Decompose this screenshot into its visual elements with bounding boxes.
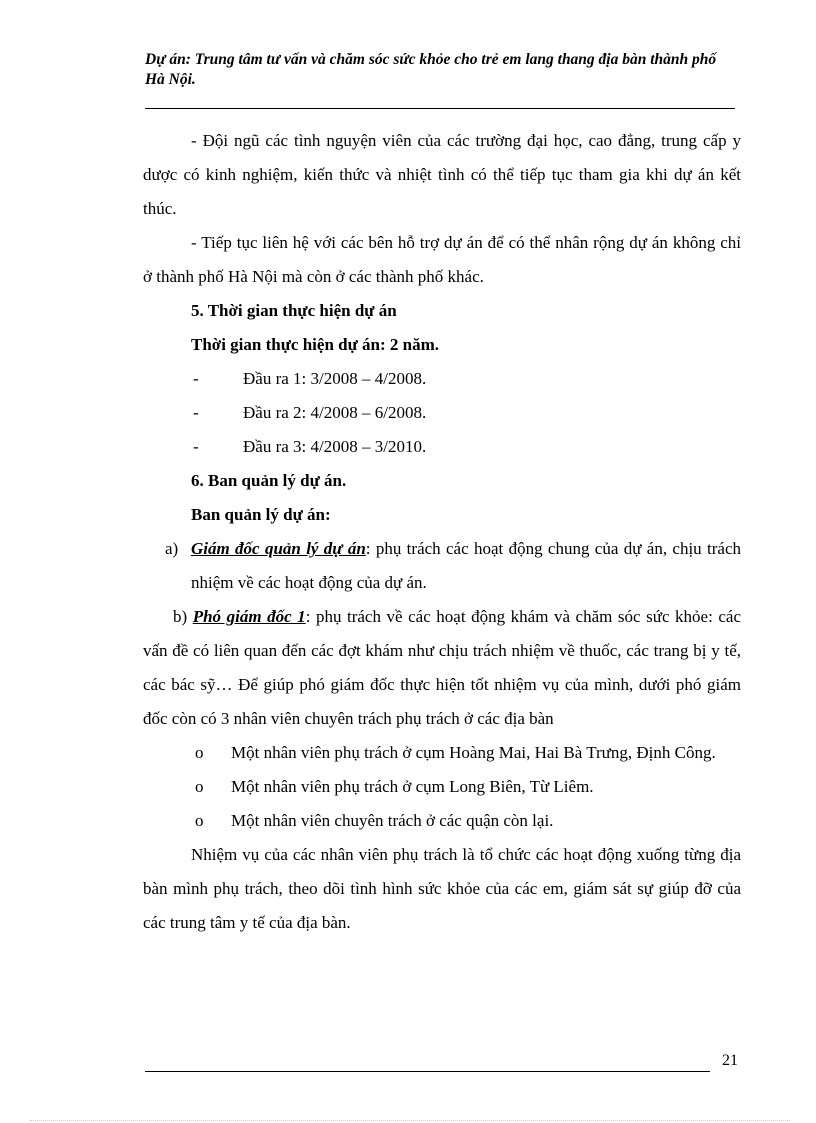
document-body bbox=[143, 124, 741, 940]
list-item-text: Đầu ra 2: 4/2008 – 6/2008. bbox=[243, 403, 427, 422]
paragraph: - Đội ngũ các tình nguyện viên của các trường đại học, cao đẳng, trung cấp y dược có kinh nghiệm, kiến thức và nhiệt tình có thể tiếp tục tham gia khi dự án kết thúc. bbox=[143, 131, 741, 218]
dash-marker: - bbox=[193, 403, 199, 422]
circle-marker: o bbox=[195, 777, 204, 796]
list-item-text: Một nhân viên chuyên trách ở các quận còn lại. bbox=[231, 811, 554, 830]
list-item bbox=[143, 396, 741, 430]
list-item-text: Đầu ra 3: 4/2008 – 3/2010. bbox=[243, 437, 427, 456]
list-item bbox=[143, 804, 741, 838]
page-number: 21 bbox=[722, 1052, 738, 1069]
list-marker: a) bbox=[165, 539, 179, 558]
role-title: Giám đốc quản lý dự án bbox=[191, 539, 366, 558]
dash-marker: - bbox=[193, 369, 199, 388]
dash-marker: - bbox=[193, 437, 199, 456]
list-item bbox=[143, 362, 741, 396]
section-6-subheading: Ban quản lý dự án: bbox=[191, 505, 331, 524]
list-item-b bbox=[143, 600, 741, 736]
list-item bbox=[143, 770, 741, 804]
list-item-a bbox=[143, 532, 741, 600]
list-marker: b) bbox=[173, 607, 188, 626]
page-edge bbox=[30, 1120, 790, 1121]
list-item-text: Một nhân viên phụ trách ở cụm Hoàng Mai, Hai Bà Trưng, Định Công. bbox=[231, 743, 716, 762]
role-description: : phụ trách về các hoạt động khám và chăm sóc sức khỏe: các vấn đề có liên quan đến các đợt khám như chịu trách nhiệm về thuốc, các trang bị y tế, các bác sỹ… Để giúp phó giám đốc thực hiện tốt nhiệm vụ của mình, dưới phó giám đốc còn có 3 nhân viên chuyên trách phụ trách ở các địa bàn bbox=[143, 607, 741, 728]
circle-marker: o bbox=[195, 743, 204, 762]
list-item-text: Đầu ra 1: 3/2008 – 4/2008. bbox=[243, 369, 427, 388]
list-item bbox=[143, 736, 741, 770]
list-item-text: Một nhân viên phụ trách ở cụm Long Biên, Từ Liêm. bbox=[231, 777, 594, 796]
header-divider bbox=[145, 108, 735, 109]
section-5-heading: 5. Thời gian thực hiện dự án bbox=[191, 301, 397, 320]
page-header: Dự án: Trung tâm tư vấn và chăm sóc sức khỏe cho trẻ em lang thang địa bàn thành phố Hà Nội. bbox=[145, 51, 717, 88]
paragraph: - Tiếp tục liên hệ với các bên hỗ trợ dự án để có thể nhân rộng dự án không chỉ ở thành phố Hà Nội mà còn ở các thành phố khác. bbox=[143, 233, 741, 286]
role-description: : phụ trách các hoạt động chung của dự án, chịu trách nhiệm về các hoạt động của dự án. bbox=[191, 539, 741, 592]
section-5-subheading: Thời gian thực hiện dự án: 2 năm. bbox=[191, 335, 440, 354]
role-title: Phó giám đốc 1 bbox=[192, 607, 306, 626]
list-item bbox=[143, 430, 741, 464]
list-item-body bbox=[191, 532, 741, 600]
section-6-heading: 6. Ban quản lý dự án. bbox=[191, 471, 347, 490]
footer-divider bbox=[145, 1071, 710, 1072]
paragraph: Nhiệm vụ của các nhân viên phụ trách là tổ chức các hoạt động xuống từng địa bàn mình phụ trách, theo dõi tình hình sức khỏe của các em, giám sát sự giúp đỡ của các trung tâm y tế của địa bàn. bbox=[143, 845, 741, 932]
circle-marker: o bbox=[195, 811, 204, 830]
